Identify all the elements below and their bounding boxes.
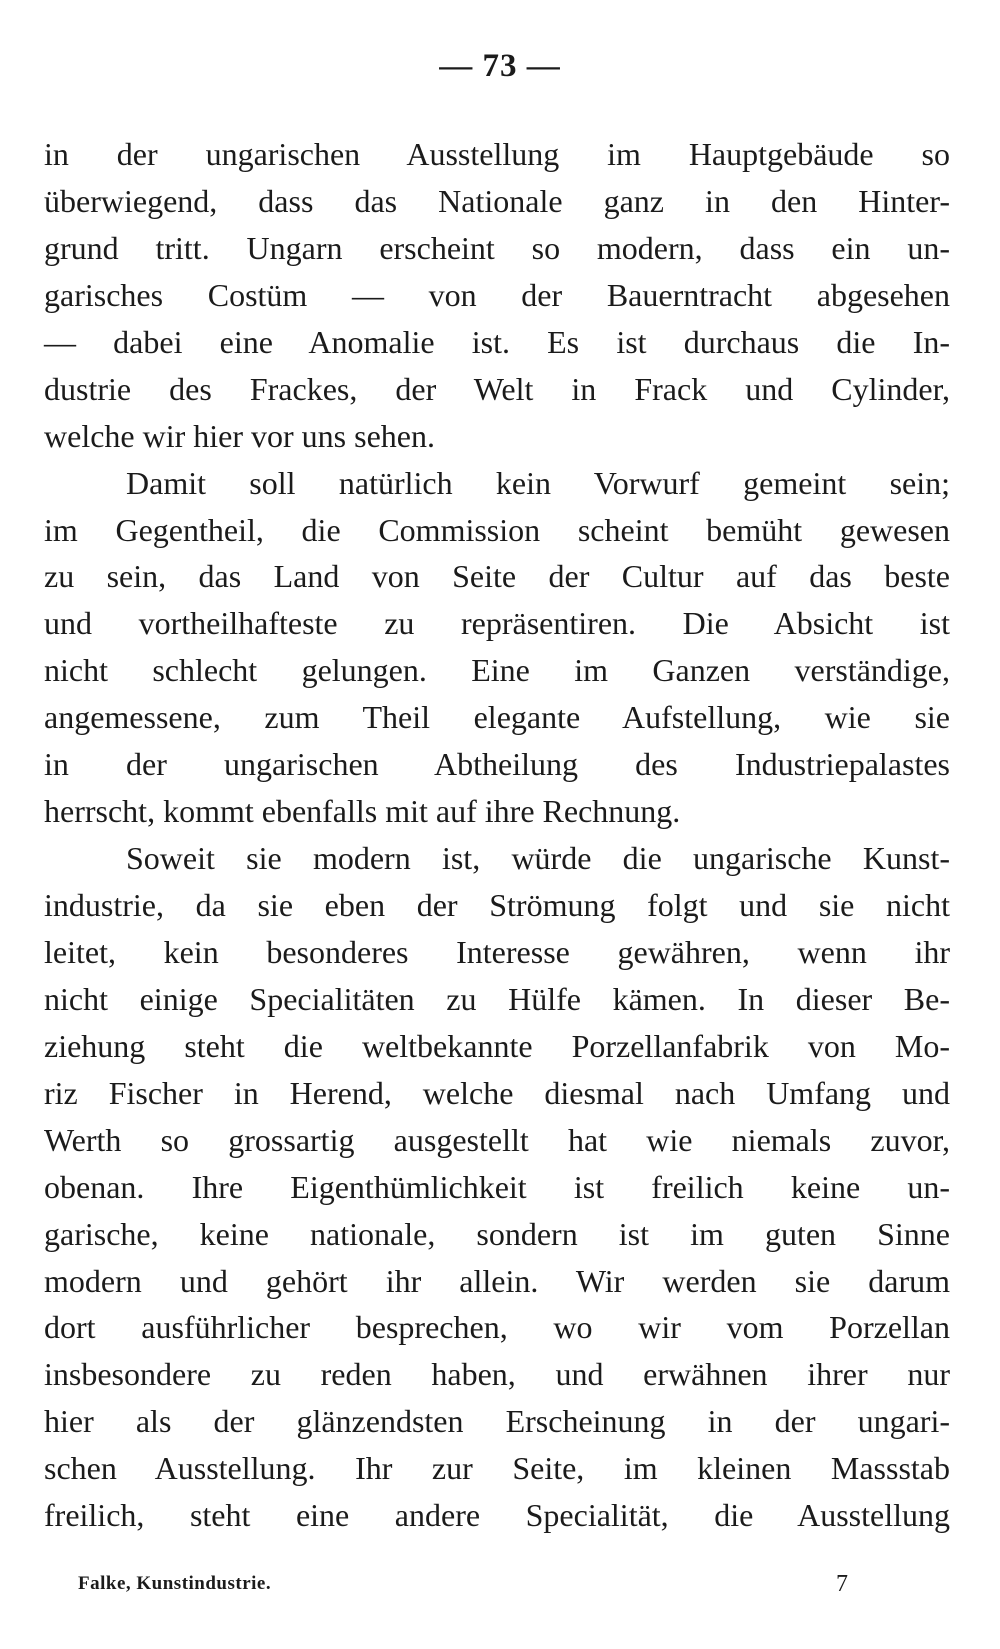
text-line: leitet, kein besonderes Interesse gewähren, wenn ihr [44, 933, 950, 970]
sheet-number: 7 [836, 1571, 848, 1597]
text-line: modern und gehört ihr allein. Wir werden sie darum [44, 1262, 950, 1299]
text-line: in der ungarischen Abtheilung des Industriepalastes [44, 746, 950, 783]
text-line: schen Ausstellung. Ihr zur Seite, im kleinen Massstab [44, 1450, 950, 1487]
text-line: — dabei eine Anomalie ist. Es ist durchaus die In- [44, 323, 950, 360]
text-line: zu sein, das Land von Seite der Cultur auf das beste [44, 558, 950, 595]
text-line: dustrie des Frackes, der Welt in Frack und Cylinder, [44, 370, 950, 407]
footer-signature: Falke, Kunstindustrie. [78, 1573, 272, 1594]
text-line: nicht schlecht gelungen. Eine im Ganzen verständige, [44, 652, 950, 689]
text-line: ziehung steht die weltbekannte Porzellanfabrik von Mo- [44, 1027, 950, 1064]
page-footer [78, 1573, 848, 1603]
page-number: — 73 — [439, 48, 561, 84]
text-line: dort ausführlicher besprechen, wo wir vom Porzellan [44, 1309, 950, 1346]
text-line: hier als der glänzendsten Erscheinung in der ungari- [44, 1403, 950, 1440]
text-line: garische, keine nationale, sondern ist im guten Sinne [44, 1215, 950, 1252]
text-line: freilich, steht eine andere Specialität, die Ausstellung [44, 1497, 950, 1534]
text-line: herrscht, kommt ebenfalls mit auf ihre Rechnung. [44, 793, 681, 830]
text-line: im Gegentheil, die Commission scheint bemüht gewesen [44, 511, 950, 548]
text-line: Werth so grossartig ausgestellt hat wie niemals zuvor, [44, 1121, 950, 1158]
text-line: garisches Costüm — von der Bauerntracht abgesehen [44, 276, 950, 313]
text-line: in der ungarischen Ausstellung im Hauptgebäude so [44, 136, 950, 172]
text-line: welche wir hier vor uns sehen. [44, 417, 435, 454]
text-line: überwiegend, dass das Nationale ganz in den Hinter- [44, 182, 950, 219]
text-line: riz Fischer in Herend, welche diesmal nach Umfang und [44, 1074, 950, 1111]
text-line: insbesondere zu reden haben, und erwähnen ihrer nur [44, 1356, 950, 1393]
text-line: industrie, da sie eben der Strömung folgt und sie nicht [44, 887, 950, 923]
text-line: obenan. Ihre Eigenthümlichkeit ist freilich keine un- [44, 1168, 950, 1205]
text-line: angemessene, zum Theil elegante Aufstellung, wie sie [44, 699, 950, 736]
text-line: Soweit sie modern ist, würde die ungarische Kunst- [126, 840, 950, 877]
text-line: Damit soll natürlich kein Vorwurf gemeint sein; [126, 464, 950, 501]
text-line: und vortheilhafteste zu repräsentiren. Die Absicht ist [44, 605, 950, 642]
text-line: grund tritt. Ungarn erscheint so modern, dass ein un- [44, 229, 950, 266]
body-text [44, 131, 950, 1539]
text-line: nicht einige Specialitäten zu Hülfe kämen. In dieser Be- [44, 980, 950, 1017]
